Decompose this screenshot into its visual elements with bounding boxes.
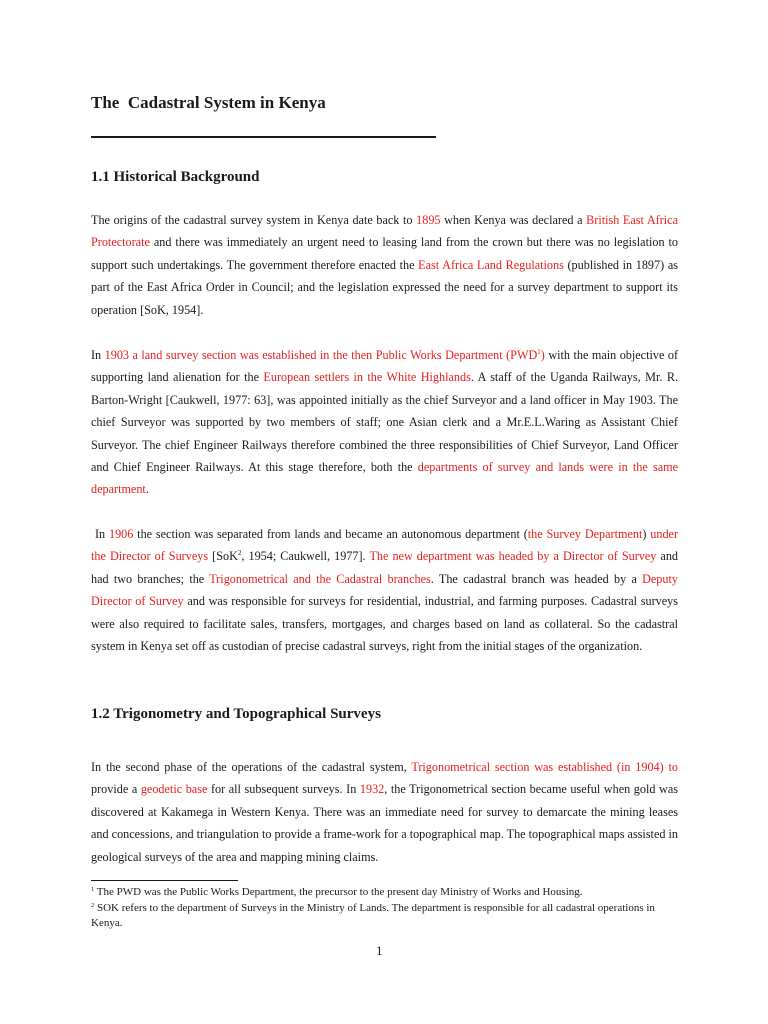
page-title: The Cadastral System in Kenya xyxy=(91,93,326,112)
text-run: , the Trigonometrical section became useful when gold was discovered at Kakamega in Western Kenya. There was an immediate need for survey to demarcate the mining leases and concessions, and triangulation to provide a frame-work for a topographical map. The topographical maps assisted in geological surveys of the area and mapping mining claims. xyxy=(91,782,678,864)
paragraph-1903-land-survey xyxy=(91,344,678,501)
footnote-divider xyxy=(91,880,238,881)
highlight-trig-section: Trigonometrical section was established (in 1904) to xyxy=(411,760,678,774)
footnotes xyxy=(91,885,681,932)
paragraph-second-phase xyxy=(91,756,678,868)
text-run: and there was immediately an urgent need to leasing land from the crown but there was no legislation to support such undertakings. The government therefore enacted the xyxy=(91,235,678,272)
section-heading-trigonometry: 1.2 Trigonometry and Topographical Surveys xyxy=(91,706,381,722)
highlight-branches: Trigonometrical and the Cadastral branches xyxy=(209,571,431,586)
highlight-paren: ) xyxy=(540,348,545,362)
highlight-1895: 1895 xyxy=(416,213,441,227)
highlight-protectorate: British East Africa Protectorate xyxy=(91,213,678,250)
page-number: 1 xyxy=(376,943,383,958)
text-run: when Kenya was declared a xyxy=(440,213,587,227)
highlight-director-of-surveys: under the Director of Surveys xyxy=(91,527,679,564)
text-run: In xyxy=(95,527,109,541)
footnote-mark: 2 xyxy=(91,901,95,909)
footnote-text: SOK refers to the department of Surveys in the Ministry of Lands. The department is responsible for all cadastral operations in Kenya. xyxy=(91,901,655,929)
text-run: ) xyxy=(642,527,651,541)
text-run: , 1954; Caukwell, 1977]. xyxy=(241,549,370,564)
section-heading-historical-background: 1.1 Historical Background xyxy=(91,169,260,185)
paragraph-origins xyxy=(91,209,678,321)
footnote-1 xyxy=(91,885,681,901)
text-run: with the main objective of supporting land alienation for the xyxy=(91,348,679,385)
text-run: for all subsequent surveys. In xyxy=(207,782,360,797)
text-run: and was responsible for surveys for residential, industrial, and farming purposes. Cadastral surveys were also required to facilitate sales, transfers, mortgages, and charges based on land as collateral. So the cadastral system in Kenya set off as custodian of precise cadastral surveys, right from the initial stages of the organization. xyxy=(91,594,678,654)
text-run: . A staff of the Uganda Railways, Mr. R. Barton-Wright [Caukwell, 1977: 63], was appointed initially as the chief Surveyor and a land officer in May 1903. The chief Surveyor was supported by two members of staff; one Asian clerk and a Mr.E.L.Waring as Assistant Chief Surveyor. The chief Engineer Railways therefore combined the three responsibilities of Chief Surveyor, Land Officer and Chief Engineer Railways. At this stage therefore, both the xyxy=(91,370,678,475)
highlight-departments-same: departments of survey and lands were in the same department xyxy=(91,460,678,497)
text-run: provide a xyxy=(91,782,141,797)
highlight-land-regulations: East Africa Land Regulations xyxy=(418,257,564,272)
text-run: . xyxy=(145,482,149,497)
highlight-1903-section: 1903 a land survey section was established in the then Public Works Department (PWD xyxy=(104,348,538,362)
highlight-1932: 1932 xyxy=(359,782,385,797)
text-run: [SoK xyxy=(208,549,238,564)
highlight-1906: 1906 xyxy=(108,527,134,541)
paragraph-1906-separation xyxy=(91,523,678,657)
title-underline xyxy=(91,136,436,138)
footnote-ref-1: 1 xyxy=(537,348,541,356)
highlight-deputy-director: Deputy Director of Survey xyxy=(91,571,678,609)
footnote-2 xyxy=(91,901,681,932)
text-run: In the second phase of the operations of the cadastral system, xyxy=(91,760,412,774)
highlight-survey-department: the Survey Department xyxy=(527,527,643,541)
text-run: The origins of the cadastral survey system in Kenya date back to xyxy=(91,213,417,227)
footnote-mark: 1 xyxy=(91,886,95,893)
highlight-new-department: The new department was headed by a Director of Survey xyxy=(369,549,657,564)
footnote-ref-2: 2 xyxy=(237,549,242,558)
footnote-text: The PWD was the Public Works Department, the precursor to the present day Ministry of Works and Housing. xyxy=(94,886,583,898)
text-run: . The cadastral branch was headed by a xyxy=(430,571,643,586)
highlight-geodetic-base: geodetic base xyxy=(140,782,208,797)
highlight-european-settlers: European settlers in the White Highlands xyxy=(263,370,471,385)
text-run: (published in 1897) as part of the East Africa Order in Council; and the legislation expressed the need for a survey department to support its operation [SoK, 1954]. xyxy=(91,257,678,317)
text-run: In xyxy=(91,348,105,362)
text-run: the section was separated from lands and became an autonomous department ( xyxy=(133,527,528,541)
text-run: and had two branches; the xyxy=(91,549,679,586)
